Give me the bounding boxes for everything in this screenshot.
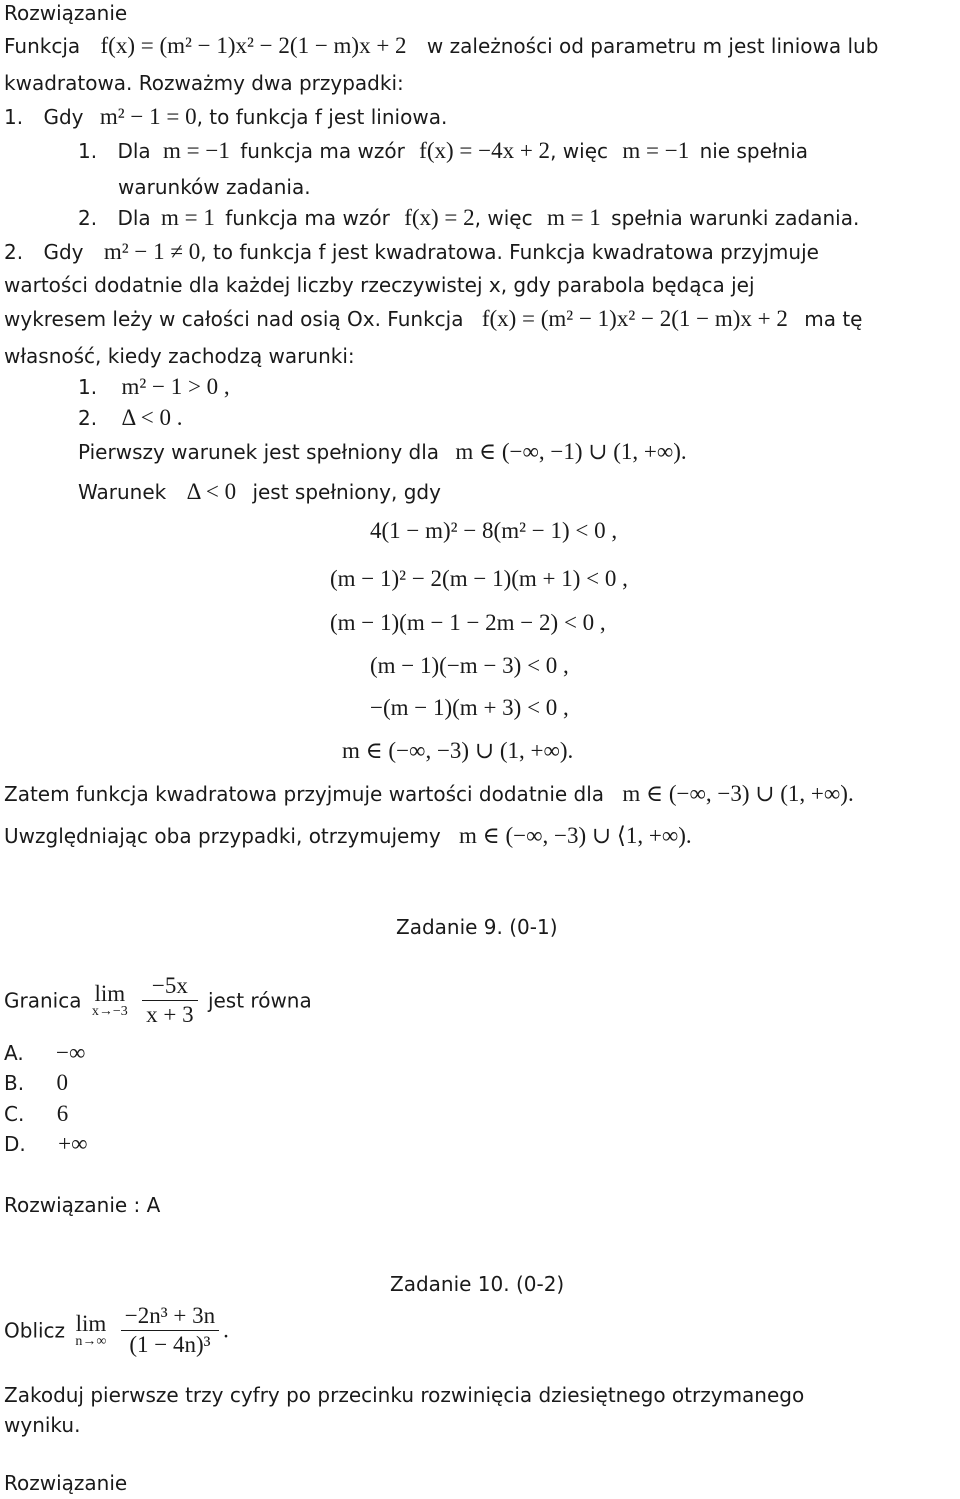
case1-sub1-text-b: funkcja ma wzór [240, 139, 405, 163]
first-condition-set: m ∈ (−∞, −1) ∪ (1, +∞). [455, 439, 687, 464]
case1-sub2-text-b: funkcja ma wzór [225, 206, 390, 230]
condition-2 [78, 405, 182, 431]
case1-sub2-text-a: Dla [117, 206, 151, 230]
derivation-step-1: 4(1 − m)² − 8(m² − 1) < 0 , [370, 518, 618, 543]
option-d-label: D. [4, 1132, 26, 1156]
task9-option-a [4, 1040, 85, 1066]
derivation-step-6: m ∈ (−∞, −3) ∪ (1, +∞). [342, 738, 574, 763]
case1-sub2-num: 2. [78, 206, 98, 230]
option-b-value: 0 [56, 1070, 68, 1095]
case2-text-a: Gdy [43, 240, 84, 264]
case1-num: 1. [4, 105, 24, 129]
task9-fraction [142, 972, 197, 1029]
task10-question [4, 1302, 229, 1359]
second-condition-line [78, 479, 441, 505]
case1-sub1-text-d: nie spełnia [699, 139, 809, 163]
solution-heading: Rozwiązanie [4, 1, 128, 25]
task10-period: . [223, 1317, 229, 1343]
final-text: Uwzględniając oba przypadki, otrzymujemy [4, 824, 441, 848]
conclusion-text: Zatem funkcja kwadratowa przyjmuje wartości dodatnie dla [4, 782, 605, 806]
case1-sub2-m2: m = 1 [546, 205, 601, 230]
task10-instruction-1: Zakoduj pierwsze trzy cyfry po przecinku rozwinięcia dziesiętnego otrzymanego [4, 1383, 805, 1407]
intro-line-2: kwadratowa. Rozważmy dwa przypadki: [4, 71, 404, 95]
case1-sub1-text-c: , więc [550, 139, 608, 163]
case1-sub1-line [78, 138, 808, 164]
second-condition-delta: Δ < 0 [186, 479, 237, 504]
condition-1-num: 1. [78, 375, 98, 399]
intro-formula: f(x) = (m² − 1)x² − 2(1 − m)x + 2 [100, 33, 407, 58]
option-b-label: B. [4, 1071, 25, 1095]
case2-text-b: , to funkcja f jest kwadratowa. Funkcja kwadratowa przyjmuje [200, 240, 819, 264]
final-line [4, 823, 692, 849]
conclusion-line [4, 781, 854, 807]
task9-denominator: x + 3 [146, 1002, 194, 1027]
second-condition-text-a: Warunek [78, 480, 167, 504]
option-a-value: −∞ [56, 1040, 86, 1065]
derivation-step-2: (m − 1)² − 2(m − 1)(m + 1) < 0 , [330, 566, 628, 591]
case2-line-4: własność, kiedy zachodzą warunki: [4, 344, 355, 368]
condition-1 [78, 374, 230, 400]
case2-line3-formula: f(x) = (m² − 1)x² − 2(1 − m)x + 2 [481, 306, 788, 331]
task9-question [4, 972, 312, 1029]
task10-fraction [121, 1302, 219, 1359]
task9-lim-word: lim [94, 980, 126, 1006]
case1-text-b: , to funkcja f jest liniowa. [196, 105, 448, 129]
case1-text-a: Gdy [43, 105, 84, 129]
task10-title: Zadanie 10. (0-2) [390, 1272, 565, 1296]
condition-2-num: 2. [78, 406, 98, 430]
intro-text-b: w zależności od parametru m jest liniowa lub [426, 34, 879, 58]
case1-sub2-text-d: spełnia warunki zadania. [611, 206, 860, 230]
case1-sub1-line-2: warunków zadania. [118, 175, 311, 199]
case2-line-2: wartości dodatnie dla każdej liczby rzeczywistej x, gdy parabola będąca jej [4, 273, 755, 297]
case2-line3-text-b: ma tę [804, 307, 863, 331]
second-condition-text-b: jest spełniony, gdy [252, 480, 441, 504]
case1-sub1-text-a: Dla [117, 139, 151, 163]
case1-sub1-m2: m = −1 [622, 138, 690, 163]
case2-line [4, 239, 819, 265]
task9-option-d [4, 1131, 88, 1157]
derivation-step-3: (m − 1)(m − 1 − 2m − 2) < 0 , [330, 610, 606, 635]
task9-text-b: jest równa [207, 988, 312, 1013]
first-condition-text: Pierwszy warunek jest spełniony dla [78, 440, 440, 464]
option-c-value: 6 [56, 1101, 69, 1126]
task10-solution-heading: Rozwiązanie [4, 1471, 128, 1495]
option-d-value: +∞ [58, 1131, 88, 1156]
task10-numerator: −2n³ + 3n [121, 1302, 219, 1331]
task9-option-c [4, 1101, 68, 1127]
task9-option-b [4, 1070, 68, 1096]
case1-sub2-line [78, 205, 859, 231]
option-c-label: C. [4, 1102, 25, 1126]
intro-line-1 [4, 33, 878, 59]
derivation-step-4: (m − 1)(−m − 3) < 0 , [370, 653, 569, 678]
task9-text-a: Granica [4, 988, 82, 1013]
first-condition-line [78, 439, 687, 465]
task9-limit [91, 980, 128, 1019]
case2-condition: m² − 1 ≠ 0 [103, 239, 201, 264]
option-a-label: A. [4, 1041, 24, 1065]
task10-lim-sub: n→∞ [75, 1333, 107, 1349]
case1-sub2-formula: f(x) = 2 [404, 205, 475, 230]
case2-num: 2. [4, 240, 24, 264]
case1-sub1-formula: f(x) = −4x + 2 [419, 138, 551, 163]
final-set: m ∈ (−∞, −3) ∪ ⟨1, +∞). [459, 823, 692, 848]
case2-line3-text-a: wykresem leży w całości nad osią Ox. Funkcja [4, 307, 464, 331]
conclusion-set: m ∈ (−∞, −3) ∪ (1, +∞). [622, 781, 854, 806]
task10-denominator: (1 − 4n)³ [129, 1332, 211, 1357]
condition-1-formula: m² − 1 > 0 , [121, 374, 230, 399]
case1-line [4, 104, 447, 130]
task9-lim-sub: x→−3 [91, 1003, 128, 1019]
intro-text-a: Funkcja [4, 34, 81, 58]
case1-sub2-m: m = 1 [161, 205, 215, 230]
condition-2-formula: Δ < 0 . [121, 405, 183, 430]
task10-text-a: Oblicz [4, 1318, 66, 1343]
task9-numerator: −5x [142, 972, 197, 1001]
task9-title: Zadanie 9. (0-1) [396, 915, 558, 939]
task10-limit [75, 1310, 107, 1349]
case2-line-3 [4, 306, 862, 332]
derivation-step-5: −(m − 1)(m + 3) < 0 , [370, 695, 569, 720]
case1-sub1-m: m = −1 [163, 138, 230, 163]
task10-instruction-2: wyniku. [4, 1413, 81, 1437]
task10-lim-word: lim [75, 1310, 107, 1336]
case1-sub2-text-c: , więc [474, 206, 533, 230]
case1-condition: m² − 1 = 0 [99, 104, 197, 129]
case1-sub1-num: 1. [78, 139, 98, 163]
task9-solution: Rozwiązanie : A [4, 1193, 161, 1217]
